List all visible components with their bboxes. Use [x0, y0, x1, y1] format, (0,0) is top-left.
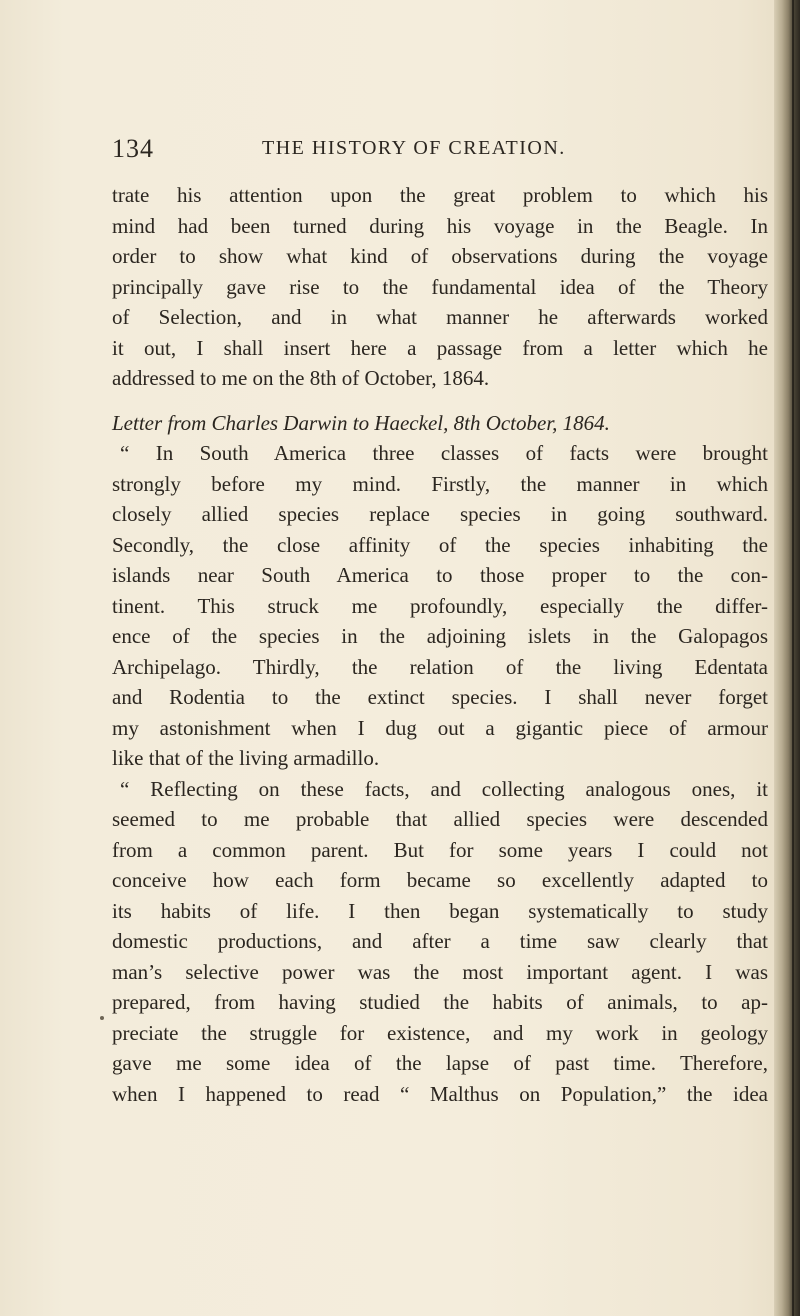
text-line: from a common parent. But for some years I could not: [112, 837, 768, 862]
text-line: gave me some idea of the lapse of past time. Therefore,: [112, 1051, 768, 1075]
text-line: domestic productions, and after a time saw clearly that: [112, 929, 768, 953]
running-head: THE HISTORY OF CREATION.: [262, 137, 566, 159]
page-edge-line: [792, 0, 794, 1316]
text-line: trate his attention upon the great problem to which his: [112, 183, 768, 207]
paragraph-gap: [112, 394, 768, 408]
text-line: seemed to me probable that allied species were descended: [112, 807, 768, 831]
text-line: man’s selective power was the most important agent. I was: [112, 959, 768, 984]
text-line: “ In South America three classes of facts were brought: [120, 441, 768, 465]
text-line: addressed to me on the 8th of October, 1864.: [112, 366, 490, 390]
paragraph-intro: [112, 180, 768, 394]
text-line: closely allied species replace species in going southward.: [112, 502, 768, 526]
text-line: conceive how each form became so excellently adapted to: [112, 868, 768, 892]
text-line: Archipelago. Thirdly, the relation of the living Edentata: [112, 654, 768, 679]
text-line: it out, I shall insert here a passage from a letter which he: [112, 335, 768, 360]
letter-heading: Letter from Charles Darwin to Haeckel, 8th October, 1864.: [112, 410, 610, 435]
paragraph-letter-2: [112, 774, 768, 1110]
page-edge-shadow: [774, 0, 800, 1316]
text-line: my astonishment when I dug out a gigantic piece of armour: [112, 715, 768, 740]
text-line: ence of the species in the adjoining islets in the Galopagos: [112, 624, 768, 648]
text-line: like that of the living armadillo.: [112, 746, 380, 770]
text-line: Secondly, the close affinity of the species inhabiting the: [112, 532, 768, 557]
ink-speck: [100, 1016, 104, 1020]
text-line: “ Reflecting on these facts, and collecting analogous ones, it: [120, 776, 768, 801]
text-line: strongly before my mind. Firstly, the manner in which: [112, 471, 768, 496]
text-line: preciate the struggle for existence, and my work in geology: [112, 1020, 768, 1045]
paragraph-letter-1: [112, 438, 768, 774]
text-line: prepared, from having studied the habits of animals, to ap-: [112, 990, 768, 1014]
text-line: order to show what kind of observations during the voyage: [112, 244, 768, 268]
text-line: mind had been turned during his voyage in the Beagle. In: [112, 213, 768, 238]
body-text: [112, 180, 768, 1109]
text-line: when I happened to read “ Malthus on Population,” the idea: [112, 1081, 768, 1106]
text-line: its habits of life. I then began systematically to study: [112, 898, 768, 923]
text-line: islands near South America to those proper to the con-: [112, 563, 768, 587]
text-line: principally gave rise to the fundamental idea of the Theory: [112, 274, 768, 299]
page-number: 134: [112, 134, 154, 163]
text-line: and Rodentia to the extinct species. I shall never forget: [112, 685, 768, 709]
text-line: tinent. This struck me profoundly, especially the differ-: [112, 593, 768, 618]
text-line: of Selection, and in what manner he afterwards worked: [112, 305, 768, 329]
page-header: [112, 134, 772, 164]
